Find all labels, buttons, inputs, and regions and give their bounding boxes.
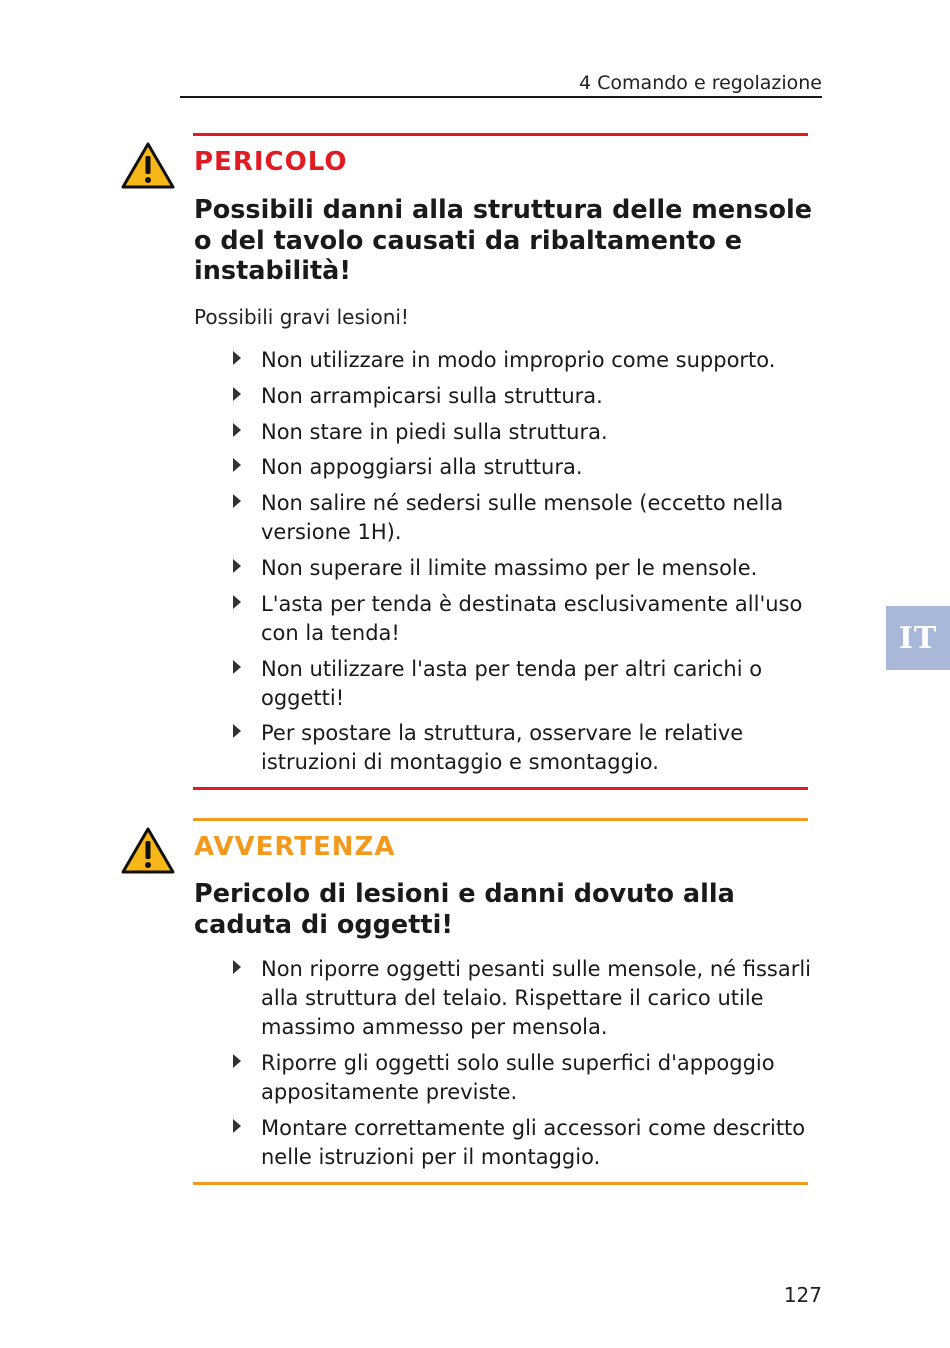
measure-text: Non utilizzare in modo improprio come supporto.	[261, 348, 776, 372]
list-item	[232, 655, 812, 713]
triangle-bullet-icon	[233, 458, 241, 472]
page-number: 127	[783, 1283, 822, 1307]
list-item	[232, 489, 812, 547]
triangle-bullet-icon	[233, 960, 241, 974]
danger-measures-list	[232, 346, 812, 784]
list-item	[232, 719, 812, 777]
triangle-bullet-icon	[233, 1054, 241, 1068]
running-header: 4 Comando e regolazione	[579, 72, 822, 94]
measure-text: Non superare il limite massimo per le mensole.	[261, 555, 758, 580]
list-item	[232, 1049, 812, 1107]
warning-hazard-title: Pericolo di lesioni e danni dovuto alla caduta di oggetti!	[194, 879, 735, 940]
list-item	[232, 382, 812, 411]
warning-top-rule	[193, 818, 808, 821]
measure-text: Non stare in piedi sulla struttura.	[261, 419, 608, 444]
warning-bottom-rule	[193, 1182, 808, 1185]
measure-text: Per spostare la struttura, osservare le relative istruzioni di montaggio e smontaggio.	[261, 721, 744, 775]
triangle-bullet-icon	[233, 1119, 241, 1133]
triangle-bullet-icon	[233, 660, 241, 674]
danger-signal-word: PERICOLO	[194, 147, 348, 177]
measure-text: Non salire né sedersi sulle mensole (eccetto nella versione 1H).	[261, 491, 784, 545]
triangle-bullet-icon	[233, 494, 241, 508]
measure-text: Non riporre oggetti pesanti sulle mensole, né fissarli alla struttura del telaio. Rispettare il carico utile massimo ammesso per mensola.	[261, 957, 812, 1039]
danger-bottom-rule	[193, 787, 808, 790]
warning-triangle-icon	[121, 827, 175, 874]
measure-text: Non arrampicarsi sulla struttura.	[261, 383, 603, 408]
measure-text: Non utilizzare l'asta per tenda per altri carichi o oggetti!	[261, 656, 763, 710]
triangle-bullet-icon	[233, 559, 241, 573]
language-tab: IT	[886, 606, 950, 670]
warning-signal-word: AVVERTENZA	[194, 832, 396, 862]
triangle-bullet-icon	[233, 423, 241, 437]
list-item	[232, 1114, 812, 1172]
measure-text: Riporre gli oggetti solo sulle superfici d'appoggio appositamente previste.	[261, 1050, 775, 1104]
danger-top-rule	[193, 133, 808, 136]
list-item	[232, 955, 812, 1042]
warning-measures-list	[232, 955, 812, 1178]
list-item	[232, 418, 812, 447]
measure-text: L'asta per tenda è destinata esclusivamente all'uso con la tenda!	[261, 591, 803, 645]
list-item	[232, 554, 812, 583]
header-divider	[180, 96, 822, 98]
triangle-bullet-icon	[233, 595, 241, 609]
warning-triangle-icon	[121, 142, 175, 189]
measure-text: Montare correttamente gli accessori come descritto nelle istruzioni per il montaggio.	[261, 1115, 806, 1169]
measure-text: Non appoggiarsi alla struttura.	[261, 455, 583, 480]
danger-consequence: Possibili gravi lesioni!	[194, 305, 409, 329]
list-item	[232, 453, 812, 482]
list-item	[232, 346, 812, 375]
list-item	[232, 590, 812, 648]
triangle-bullet-icon	[233, 351, 241, 365]
triangle-bullet-icon	[233, 387, 241, 401]
triangle-bullet-icon	[233, 724, 241, 738]
danger-hazard-title: Possibili danni alla struttura delle mensole o del tavolo causati da ribaltamento e instabilità!	[194, 195, 813, 286]
